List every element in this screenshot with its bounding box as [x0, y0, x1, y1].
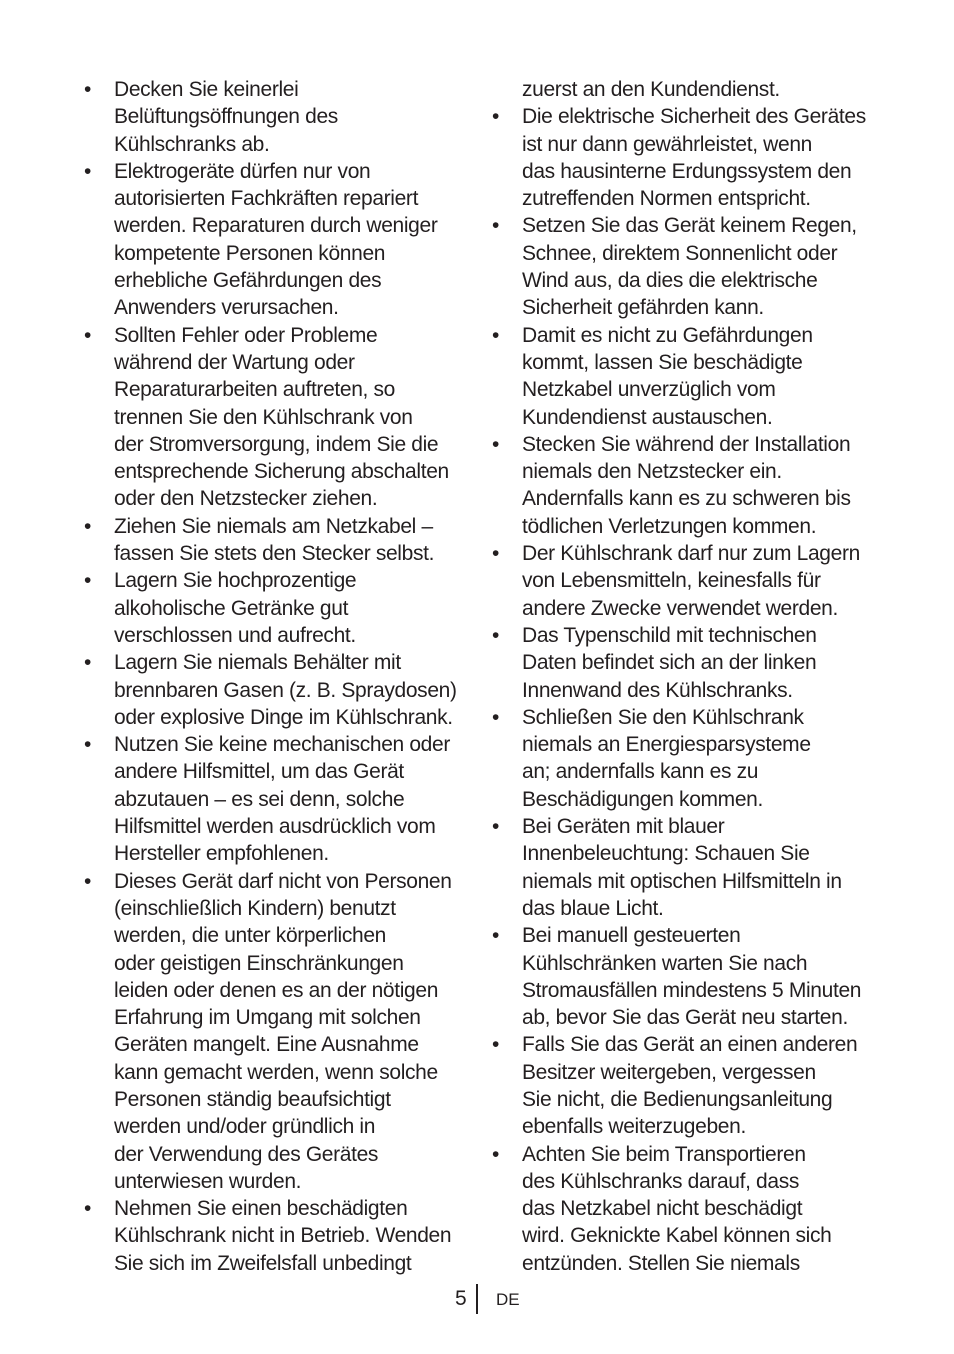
- text-line: Besitzer weitergeben, vergessen: [522, 1060, 816, 1084]
- text-line: Lagern Sie hochprozentige: [114, 569, 357, 593]
- text-line: werden und/oder gründlich in: [114, 1115, 376, 1139]
- text-line: Kühlschränken warten Sie nach: [522, 951, 808, 975]
- text-line: werden. Reparaturen durch weniger: [114, 214, 438, 238]
- text-line: Reparaturarbeiten auftreten, so: [114, 378, 395, 402]
- text-line: erhebliche Gefährdungen des: [114, 269, 382, 293]
- text-line: kann gemacht werden, wenn solche: [114, 1060, 438, 1084]
- text-line: ist nur dann gewährleistet, wenn: [522, 132, 812, 156]
- text-line: ab, bevor Sie das Gerät neu starten.: [522, 1006, 848, 1030]
- text-line: unterwiesen wurden.: [114, 1169, 302, 1193]
- text-line: Innenbeleuchtung: Schauen Sie: [522, 842, 810, 866]
- right-column: [492, 76, 884, 1277]
- text-line: Sie sich im Zweifelsfall unbedingt: [114, 1251, 412, 1275]
- text-line: Das Typenschild mit technischen: [522, 623, 817, 647]
- bullet-item: [492, 813, 884, 922]
- text-line: Netzkabel unverzüglich vom: [522, 378, 776, 402]
- page-number: 5: [455, 1287, 467, 1310]
- text-line: der Verwendung des Gerätes: [114, 1142, 379, 1166]
- bullet-item: [492, 922, 884, 1031]
- bullet-point: •: [84, 78, 92, 101]
- text-line: abzutauen – es sei denn, solche: [114, 787, 405, 811]
- text-line: oder explosive Dinge im Kühlschrank.: [114, 705, 453, 729]
- text-line: Falls Sie das Gerät an einen anderen: [522, 1033, 858, 1057]
- text-line: andere Hilfsmittel, um das Gerät: [114, 760, 404, 784]
- text-line: Nutzen Sie keine mechanischen oder: [114, 733, 450, 757]
- text-line: niemals mit optischen Hilfsmitteln in: [522, 869, 842, 893]
- bullet-point: •: [492, 432, 500, 456]
- text-line: Sie nicht, die Bedienungsanleitung: [522, 1087, 833, 1111]
- text-line: brennbaren Gasen (z. B. Spraydosen): [114, 678, 457, 702]
- bullet-item: [84, 158, 476, 322]
- text-line: alkoholische Getränke gut: [114, 596, 349, 620]
- text-line: Andernfalls kann es zu schweren bis: [522, 487, 851, 511]
- text-line: Hersteller empfohlenen.: [114, 842, 329, 866]
- text-line: fassen Sie stets den Stecker selbst.: [114, 542, 435, 566]
- text-line: Ziehen Sie niemals am Netzkabel –: [114, 514, 433, 538]
- text-line: leiden oder denen es an der nötigen: [114, 978, 439, 1002]
- text-line: Lagern Sie niemals Behälter mit: [114, 651, 401, 675]
- bullet-point: •: [84, 733, 92, 757]
- bullet-item: [492, 212, 884, 321]
- bullet-point: •: [492, 815, 500, 839]
- text-line: niemals den Netzstecker ein.: [522, 460, 782, 484]
- bullet-point: •: [84, 323, 92, 347]
- text-line: Kühlschrank nicht in Betrieb. Wenden: [114, 1224, 452, 1248]
- bullet-item: [84, 1195, 476, 1277]
- bullet-point: •: [84, 159, 92, 183]
- text-line: autorisierten Fachkräften repariert: [114, 187, 419, 211]
- text-line: während der Wartung oder: [114, 350, 355, 374]
- bullet-point: •: [84, 651, 92, 675]
- text-line: entsprechende Sicherung abschalten: [114, 460, 449, 484]
- bullet-point: •: [492, 924, 500, 948]
- text-line: das blaue Licht.: [522, 896, 664, 920]
- bullet-item: [84, 322, 476, 513]
- bullet-point: •: [84, 569, 92, 593]
- text-line: tödlichen Verletzungen kommen.: [522, 514, 817, 538]
- text-line: Bei manuell gesteuerten: [522, 924, 741, 948]
- bullet-item: [84, 868, 476, 1196]
- text-line: Nehmen Sie einen beschädigten: [114, 1197, 408, 1221]
- bullet-item: [492, 431, 884, 540]
- text-line: Kühlschranks ab.: [114, 132, 270, 156]
- text-line: andere Zwecke verwendet werden.: [522, 596, 838, 620]
- bullet-item: [492, 1031, 884, 1140]
- text-line: entzünden. Stellen Sie niemals: [522, 1251, 800, 1275]
- footer-divider: [476, 1284, 478, 1314]
- text-line: niemals an Energiesparsysteme: [522, 733, 811, 757]
- bullet-point: •: [84, 869, 92, 893]
- text-line: Achten Sie beim Transportieren: [522, 1142, 806, 1166]
- text-line: Schließen Sie den Kühlschrank: [522, 705, 804, 729]
- text-line: Elektrogeräte dürfen nur von: [114, 159, 371, 183]
- text-line: Wind aus, da dies die elektrische: [522, 269, 818, 293]
- bullet-item: [492, 103, 884, 212]
- text-line: Damit es nicht zu Gefährdungen: [522, 323, 813, 347]
- bullet-point: •: [492, 705, 500, 729]
- text-line: des Kühlschranks darauf, dass: [522, 1169, 800, 1193]
- bullet-item: [492, 704, 884, 813]
- text-line: Daten befindet sich an der linken: [522, 651, 817, 675]
- text-line: werden, die unter körperlichen: [114, 924, 386, 948]
- text-line: Die elektrische Sicherheit des Gerätes: [522, 105, 866, 129]
- bullet-point: •: [84, 1197, 92, 1221]
- page-footer: [0, 1284, 954, 1314]
- text-line: verschlossen und aufrecht.: [114, 623, 356, 647]
- text-line: Der Kühlschrank darf nur zum Lagern: [522, 542, 860, 566]
- text-line: Innenwand des Kühlschranks.: [522, 678, 793, 702]
- bullet-point: •: [492, 623, 500, 647]
- language-code: DE: [496, 1290, 520, 1309]
- text-line: Schnee, direktem Sonnenlicht oder: [522, 241, 838, 265]
- text-line: Anwenders verursachen.: [114, 296, 339, 320]
- text-line: kompetente Personen können: [114, 241, 386, 265]
- text-line: Erfahrung im Umgang mit solchen: [114, 1006, 421, 1030]
- text-line: von Lebensmitteln, keinesfalls für: [522, 569, 821, 593]
- bullet-item: [492, 1141, 884, 1277]
- text-line: Stecken Sie während der Installation: [522, 432, 851, 456]
- bullet-item: [492, 622, 884, 704]
- bullet-item: [84, 513, 476, 568]
- text-line: kommt, lassen Sie beschädigte: [522, 350, 803, 374]
- text-line: Personen ständig beaufsichtigt: [114, 1087, 391, 1111]
- text-line: Belüftungsöffnungen des: [114, 105, 338, 129]
- bullet-item: [84, 731, 476, 867]
- text-line: an; andernfalls kann es zu: [522, 760, 759, 784]
- text-line: oder geistigen Einschränkungen: [114, 951, 404, 975]
- text-line: das Netzkabel nicht beschädigt: [522, 1197, 803, 1221]
- text-line: Sicherheit gefährden kann.: [522, 296, 764, 320]
- bullet-item: [492, 322, 884, 431]
- bullet-point: •: [492, 105, 500, 129]
- left-column: [84, 76, 476, 1277]
- text-line: das hausinterne Erdungssystem den: [522, 159, 852, 183]
- text-line: Bei Geräten mit blauer: [522, 815, 725, 839]
- bullet-point: •: [492, 1142, 500, 1166]
- bullet-point: •: [492, 542, 500, 566]
- text-line: Beschädigungen kommen.: [522, 787, 763, 811]
- text-line: ebenfalls weiterzugeben.: [522, 1115, 746, 1139]
- bullet-item: [84, 649, 476, 731]
- text-line: Hilfsmittel werden ausdrücklich vom: [114, 815, 436, 839]
- text-line: Sollten Fehler oder Probleme: [114, 323, 378, 347]
- bullet-item: [84, 76, 476, 158]
- text-line: wird. Geknickte Kabel können sich: [522, 1224, 832, 1248]
- text-line: Geräten mangelt. Eine Ausnahme: [114, 1033, 419, 1057]
- text-line: zuerst an den Kundendienst.: [522, 78, 780, 101]
- text-line: Dieses Gerät darf nicht von Personen: [114, 869, 452, 893]
- bullet-point: •: [492, 323, 500, 347]
- bullet-item: [84, 567, 476, 649]
- text-line: Setzen Sie das Gerät keinem Regen,: [522, 214, 857, 238]
- text-line: Stromausfällen mindestens 5 Minuten: [522, 978, 862, 1002]
- continued-text: [492, 76, 884, 103]
- text-line: Decken Sie keinerlei: [114, 78, 299, 101]
- text-line: trennen Sie den Kühlschrank von: [114, 405, 413, 429]
- bullet-point: •: [84, 514, 92, 538]
- bullet-item: [492, 540, 884, 622]
- text-line: oder den Netzstecker ziehen.: [114, 487, 378, 511]
- text-line: der Stromversorgung, indem Sie die: [114, 432, 439, 456]
- text-line: Kundendienst austauschen.: [522, 405, 773, 429]
- text-line: zutreffenden Normen entspricht.: [522, 187, 811, 211]
- bullet-point: •: [492, 214, 500, 238]
- text-line: (einschließlich Kindern) benutzt: [114, 896, 396, 920]
- bullet-point: •: [492, 1033, 500, 1057]
